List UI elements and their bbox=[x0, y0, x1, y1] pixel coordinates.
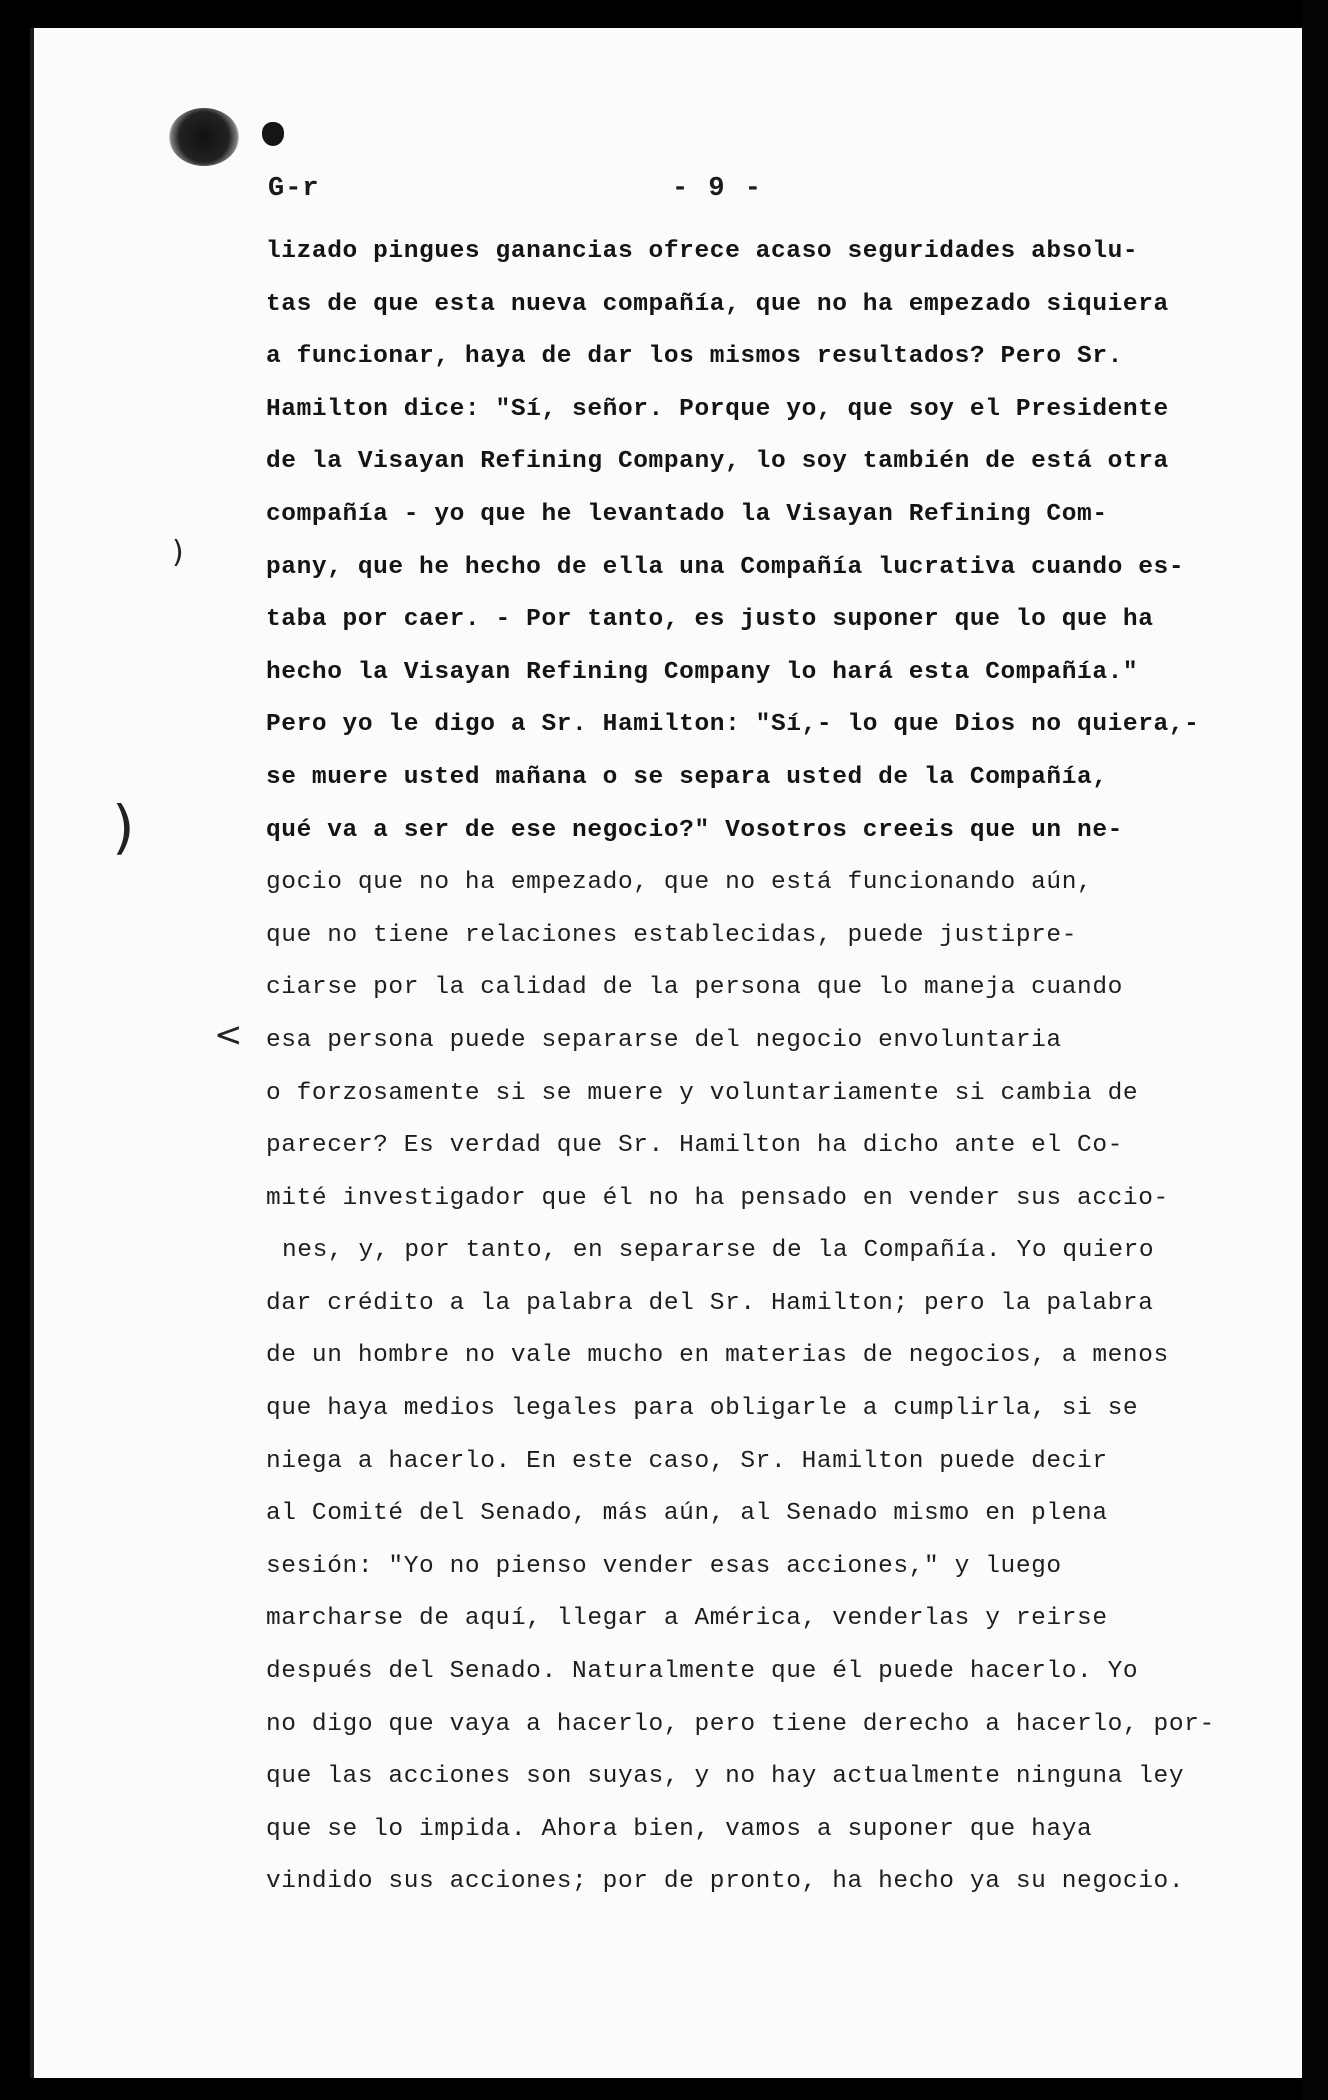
text-line: tas de que esta nueva compañía, que no ha empezado siquiera bbox=[266, 290, 1169, 318]
text-line: o forzosamente si se muere y voluntariamente si cambia de bbox=[266, 1079, 1139, 1107]
margin-bracket-mark: ) bbox=[112, 793, 135, 861]
text-line: niega a hacerlo. En este caso, Sr. Hamilton puede decir bbox=[266, 1447, 1108, 1475]
text-line: gocio que no ha empezado, que no está funcionando aún, bbox=[266, 869, 1093, 897]
text-line: sesión: "Yo no pienso vender esas acciones," y luego bbox=[266, 1552, 1062, 1580]
text-line: que haya medios legales para obligarle a cumplirla, si se bbox=[266, 1395, 1139, 1423]
text-line: mité investigador que él no ha pensado en vender sus accio- bbox=[266, 1184, 1169, 1212]
text-line: esa persona puede separarse del negocio envoluntaria bbox=[266, 1026, 1062, 1054]
text-line: que las acciones son suyas, y no hay actualmente ninguna ley bbox=[266, 1763, 1185, 1791]
text-line: no digo que vaya a hacerlo, pero tiene derecho a hacerlo, por- bbox=[266, 1710, 1215, 1738]
text-line: marcharse de aquí, llegar a América, venderlas y reirse bbox=[266, 1605, 1108, 1633]
text-line: dar crédito a la palabra del Sr. Hamilton; pero la palabra bbox=[266, 1289, 1154, 1317]
text-line: compañía - yo que he levantado la Visayan Refining Com- bbox=[266, 500, 1108, 528]
text-line: a funcionar, haya de dar los mismos resultados? Pero Sr. bbox=[266, 343, 1123, 371]
margin-pencil-mark: ) bbox=[172, 535, 184, 570]
ink-spot-mark bbox=[262, 122, 284, 146]
text-line: taba por caer. - Por tanto, es justo suponer que lo que ha bbox=[266, 606, 1154, 634]
text-line: Hamilton dice: "Sí, señor. Porque yo, que soy el Presidente bbox=[266, 395, 1169, 423]
body-text bbox=[266, 226, 1246, 1909]
text-line: de la Visayan Refining Company, lo soy también de está otra bbox=[266, 448, 1169, 476]
text-line: Pero yo le digo a Sr. Hamilton: "Sí,- lo que Dios no quiera,- bbox=[266, 711, 1200, 739]
text-line: que se lo impida. Ahora bien, vamos a suponer que haya bbox=[266, 1815, 1093, 1843]
text-line: se muere usted mañana o se separa usted de la Compañía, bbox=[266, 763, 1108, 791]
text-line: después del Senado. Naturalmente que él puede hacerlo. Yo bbox=[266, 1658, 1139, 1686]
text-line: hecho la Visayan Refining Company lo hará esta Compañía." bbox=[266, 658, 1139, 686]
text-line: al Comité del Senado, más aún, al Senado mismo en plena bbox=[266, 1500, 1108, 1528]
margin-curve-mark: < bbox=[214, 1015, 243, 1055]
text-line: qué va a ser de ese negocio?" Vosotros creeis que un ne- bbox=[266, 816, 1123, 844]
text-line: parecer? Es verdad que Sr. Hamilton ha dicho ante el Co- bbox=[266, 1132, 1123, 1160]
ink-blot-mark bbox=[169, 108, 239, 166]
text-line: vindido sus acciones; por de pronto, ha hecho ya su negocio. bbox=[266, 1868, 1185, 1896]
text-line: lizado pingues ganancias ofrece acaso seguridades absolu- bbox=[266, 238, 1139, 265]
header-code: G-r bbox=[268, 174, 320, 204]
text-line: nes, y, por tanto, en separarse de la Compañía. Yo quiero bbox=[282, 1237, 1155, 1265]
text-line: pany, que he hecho de ella una Compañía lucrativa cuando es- bbox=[266, 553, 1185, 581]
text-line: que no tiene relaciones establecidas, puede justipre- bbox=[266, 921, 1078, 949]
page-number: - 9 - bbox=[672, 174, 764, 204]
text-line: ciarse por la calidad de la persona que lo maneja cuando bbox=[266, 974, 1123, 1002]
scan-border bbox=[1302, 0, 1328, 2100]
text-line: de un hombre no vale mucho en materias de negocios, a menos bbox=[266, 1342, 1169, 1370]
